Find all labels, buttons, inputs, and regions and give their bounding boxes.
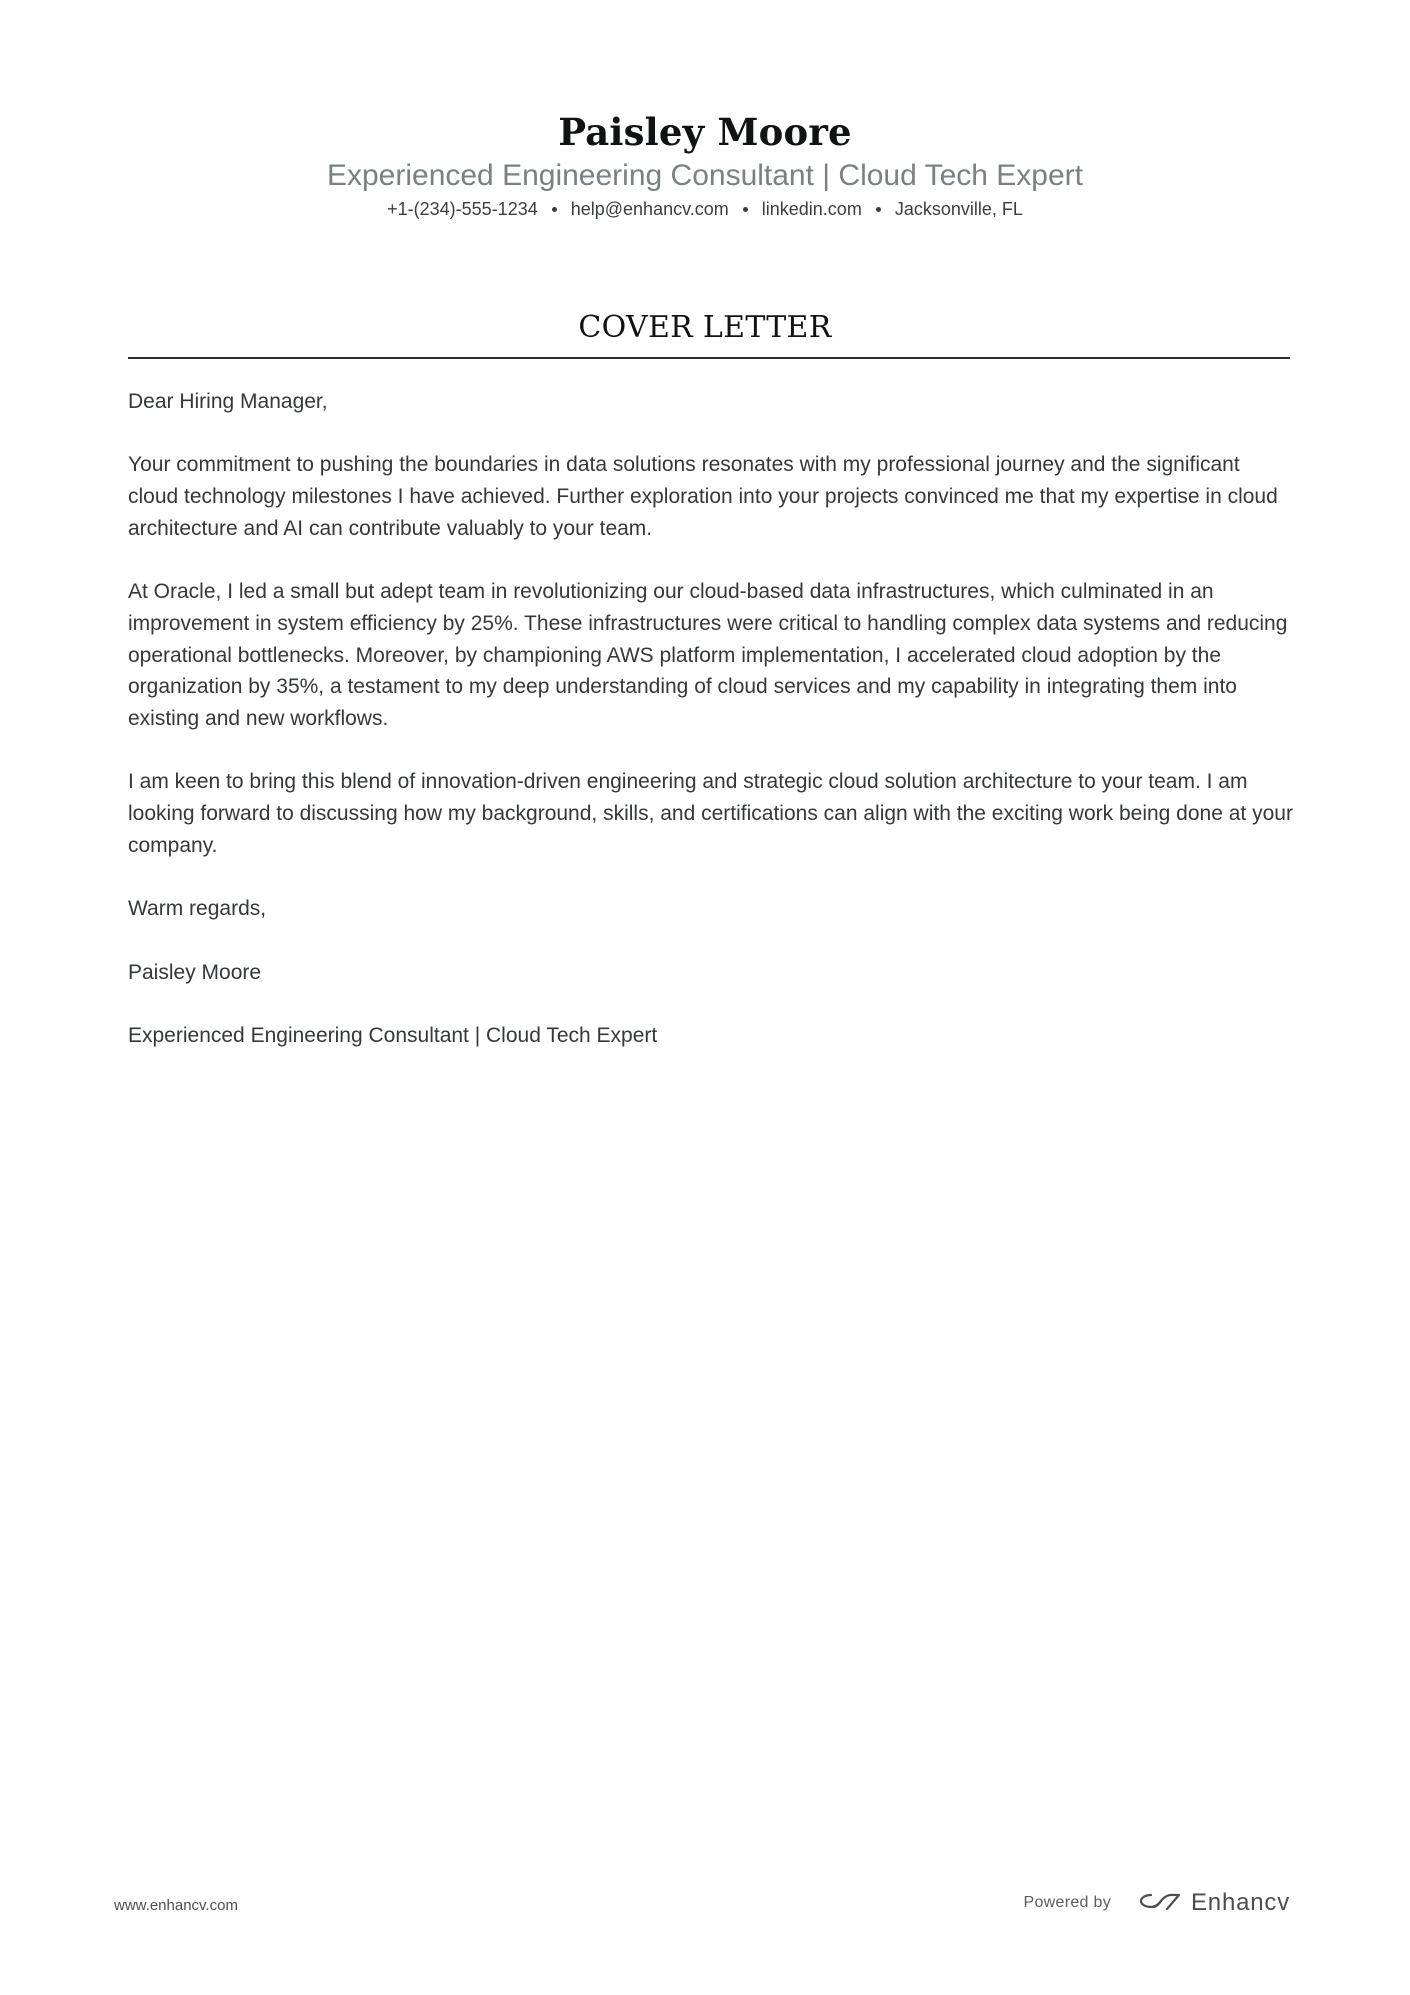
section-divider — [128, 357, 1290, 359]
separator-dot — [876, 207, 881, 212]
enhancv-logo[interactable] — [1137, 1889, 1290, 1918]
signature-name: Paisley Moore — [128, 960, 262, 984]
letter-paragraph: Your commitment to pushing the boundaries in data solutions resonates with my professional journey and the significant cloud technology milestones I have achieved. Further exploration into your projects convinced me that my expertise in cloud architecture and AI can contribute valuably to your team. — [128, 453, 1278, 540]
separator-dot — [743, 207, 748, 212]
contact-info — [0, 196, 1410, 222]
signature-title: Experienced Engineering Consultant | Cloud Tech Expert — [128, 1023, 658, 1047]
contact-linkedin[interactable]: linkedin.com — [761, 199, 862, 219]
powered-by-label: Powered by — [1023, 1894, 1111, 1911]
candidate-headline: Experienced Engineering Consultant | Cloud Tech Expert — [326, 159, 1084, 192]
letter-closing: Warm regards, — [128, 897, 267, 921]
section-title: COVER LETTER — [578, 310, 832, 345]
contact-location: Jacksonville, FL — [894, 199, 1023, 219]
candidate-name: Paisley Moore — [558, 110, 852, 154]
resume-header — [0, 108, 1410, 222]
separator-dot — [552, 207, 557, 212]
letter-paragraph: At Oracle, I led a small but adept team in revolutionizing our cloud-based data infrastructures, which culminated in an improvement in system efficiency by 25%. These infrastructures were critical to handling complex data systems and reducing operational bottlenecks. Moreover, by championing AWS platform implementation, I accelerated cloud adoption by the organization by 35%, a testament to my deep understanding of cloud services and my capability in integrating them into existing and new workflows. — [128, 580, 1288, 730]
footer-branding — [1024, 1886, 1291, 1920]
letter-salutation: Dear Hiring Manager, — [128, 390, 328, 413]
contact-email[interactable]: help@enhancv.com — [570, 199, 729, 219]
enhancv-logo-icon — [1137, 1889, 1183, 1918]
letter-body — [128, 386, 1293, 1083]
footer-url[interactable]: www.enhancv.com — [114, 1897, 238, 1914]
letter-paragraph: I am keen to bring this blend of innovation-driven engineering and strategic cloud solution architecture to your team. I am looking forward to discussing how my background, skills, and certifications can align with the exciting work being done at your company. — [128, 770, 1293, 857]
brand-name: Enhancv — [1191, 1889, 1290, 1916]
contact-phone: +1-(234)-555-1234 — [387, 199, 538, 219]
